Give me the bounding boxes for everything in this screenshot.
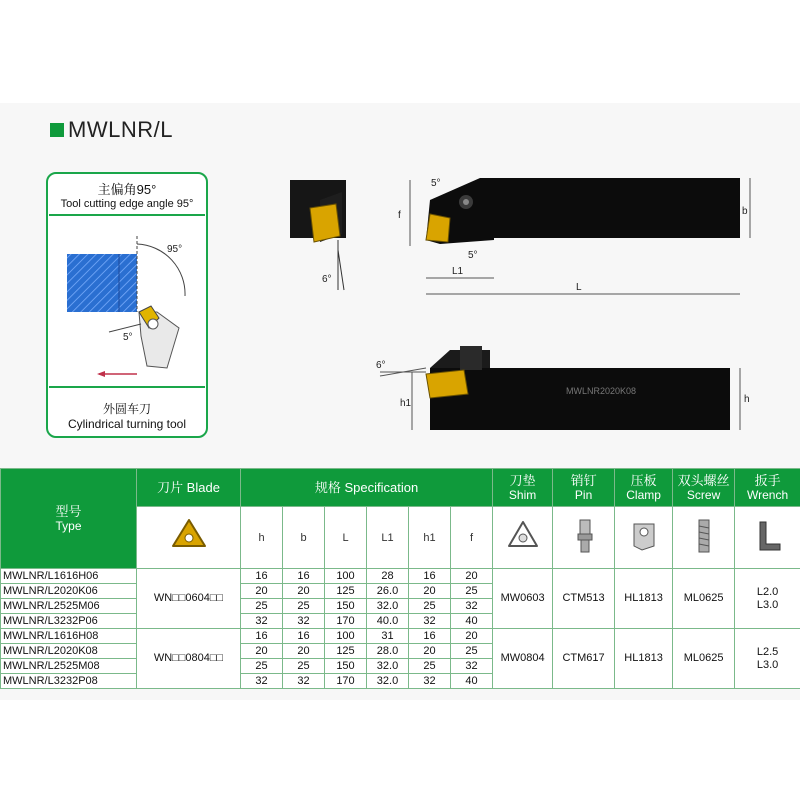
specification-table xyxy=(0,468,800,689)
side-insert xyxy=(426,370,468,398)
angle-panel-footer xyxy=(48,402,206,432)
wrench-zh: 扳手 xyxy=(754,472,781,488)
clamp-icon xyxy=(626,516,662,556)
pin-code: CTM617 xyxy=(553,629,615,689)
clamp-zh: 压板 xyxy=(630,472,657,488)
wrench-code xyxy=(735,629,800,689)
top-shank xyxy=(480,178,740,238)
type-en: Type xyxy=(55,518,82,533)
title-marker xyxy=(50,123,64,137)
val-f: 32 xyxy=(451,599,493,614)
shim-icon xyxy=(505,518,541,554)
shank-marking: MWLNR2020K08 xyxy=(566,386,637,396)
pin-image xyxy=(553,507,615,569)
val-h1: 32 xyxy=(409,614,451,629)
wrench-en: Wrench xyxy=(747,487,789,502)
val-b: 16 xyxy=(283,629,325,644)
col-type xyxy=(1,469,137,569)
col-clamp xyxy=(615,469,673,507)
val-h: 32 xyxy=(241,614,283,629)
val-L: 150 xyxy=(325,659,367,674)
clamp-image xyxy=(615,507,673,569)
wrench-size: L3.0 xyxy=(756,658,779,671)
col-shim xyxy=(493,469,553,507)
clamp-code: HL1813 xyxy=(615,569,673,629)
val-h: 20 xyxy=(241,584,283,599)
screw-code: ML0625 xyxy=(673,569,735,629)
cutting-angle-panel xyxy=(46,172,208,438)
val-h1: 32 xyxy=(409,674,451,689)
footer-en: Cylindrical turning tool xyxy=(67,417,187,431)
dim-h1: h1 xyxy=(400,398,412,409)
val-f: 25 xyxy=(451,584,493,599)
col-screw xyxy=(673,469,735,507)
wrench-size: L3.0 xyxy=(756,598,779,611)
angle-heading-zh: 主偏角95° xyxy=(97,182,157,197)
shim-zh: 刀垫 xyxy=(509,472,536,488)
col-pin xyxy=(553,469,615,507)
pin-icon xyxy=(566,516,602,556)
angle-5-label: 5° xyxy=(123,332,133,343)
val-b: 16 xyxy=(283,569,325,584)
val-h1: 16 xyxy=(409,629,451,644)
shim-code: MW0603 xyxy=(493,569,553,629)
side-shank xyxy=(430,368,730,430)
top-view-drawing xyxy=(280,170,760,305)
val-f: 20 xyxy=(451,569,493,584)
blade-code: WN□□0804□□ xyxy=(137,629,241,689)
val-h: 25 xyxy=(241,599,283,614)
side-view-drawing xyxy=(360,338,760,438)
wrench-code xyxy=(735,569,800,629)
pin-en: Pin xyxy=(574,487,593,502)
val-L: 170 xyxy=(325,674,367,689)
val-f: 20 xyxy=(451,629,493,644)
col-blade: 刀片 Blade xyxy=(137,469,241,507)
val-L1: 31 xyxy=(367,629,409,644)
spec-L-head: L xyxy=(325,507,367,569)
val-h1: 25 xyxy=(409,659,451,674)
dim-L1: L1 xyxy=(452,266,464,277)
feed-arrow xyxy=(97,371,105,377)
top-insert xyxy=(426,214,450,242)
turning-diagram xyxy=(49,216,205,386)
angle-panel-heading xyxy=(48,174,206,210)
pin-zh: 销钉 xyxy=(570,472,597,488)
type-zh: 型号 xyxy=(55,503,82,519)
side-angle-6: 6° xyxy=(376,360,386,371)
spec-h1-head: h1 xyxy=(409,507,451,569)
val-h: 32 xyxy=(241,674,283,689)
val-b: 20 xyxy=(283,584,325,599)
shim-code: MW0804 xyxy=(493,629,553,689)
dim-h: h xyxy=(744,394,750,405)
screw-zh: 双头螺丝 xyxy=(677,472,730,488)
val-h1: 20 xyxy=(409,584,451,599)
spec-L1-head: L1 xyxy=(367,507,409,569)
page-title: MWLNR/L xyxy=(68,117,173,142)
shim-image xyxy=(493,507,553,569)
turning-illustration xyxy=(49,214,205,388)
model-cell: MWLNR/L2020K06 xyxy=(1,584,137,599)
model-cell: MWLNR/L2525M08 xyxy=(1,659,137,674)
val-b: 20 xyxy=(283,644,325,659)
model-cell: MWLNR/L2525M06 xyxy=(1,599,137,614)
val-L1: 28.0 xyxy=(367,644,409,659)
hex-key-icon xyxy=(750,516,786,556)
val-L1: 32.0 xyxy=(367,599,409,614)
blade-image xyxy=(137,507,241,569)
val-f: 40 xyxy=(451,674,493,689)
val-f: 32 xyxy=(451,659,493,674)
val-L1: 26.0 xyxy=(367,584,409,599)
col-wrench xyxy=(735,469,800,507)
val-h: 20 xyxy=(241,644,283,659)
table-header-row xyxy=(1,469,800,507)
val-h: 16 xyxy=(241,629,283,644)
val-L1: 32.0 xyxy=(367,674,409,689)
table-row xyxy=(1,629,800,644)
spec-h-head: h xyxy=(241,507,283,569)
spec-f-head: f xyxy=(451,507,493,569)
model-cell: MWLNR/L1616H08 xyxy=(1,629,137,644)
side-clamp xyxy=(460,346,482,370)
wrench-size: L2.0 xyxy=(756,585,779,598)
screw-icon xyxy=(686,516,722,556)
val-L: 100 xyxy=(325,569,367,584)
val-b: 32 xyxy=(283,614,325,629)
end-view-insert xyxy=(310,204,340,242)
workpiece xyxy=(67,254,137,312)
val-b: 25 xyxy=(283,659,325,674)
screw-code: ML0625 xyxy=(673,629,735,689)
dim-L: L xyxy=(576,282,582,293)
val-f: 40 xyxy=(451,614,493,629)
val-h1: 25 xyxy=(409,599,451,614)
screw-en: Screw xyxy=(686,487,721,502)
model-cell: MWLNR/L1616H06 xyxy=(1,569,137,584)
angle-heading-en: Tool cutting edge angle 95° xyxy=(60,198,194,210)
val-L1: 28 xyxy=(367,569,409,584)
clamp-code: HL1813 xyxy=(615,629,673,689)
footer-zh: 外圆车刀 xyxy=(102,402,151,416)
model-cell: MWLNR/L3232P06 xyxy=(1,614,137,629)
val-h: 25 xyxy=(241,659,283,674)
spec-b-head: b xyxy=(283,507,325,569)
val-f: 25 xyxy=(451,644,493,659)
val-L: 125 xyxy=(325,644,367,659)
val-L1: 32.0 xyxy=(367,659,409,674)
top-angle-5b: 5° xyxy=(468,250,478,261)
insert-icon xyxy=(169,516,209,556)
val-h: 16 xyxy=(241,569,283,584)
val-L: 100 xyxy=(325,629,367,644)
val-L: 125 xyxy=(325,584,367,599)
wrench-image xyxy=(735,507,800,569)
wrench-size: L2.5 xyxy=(756,645,779,658)
angle-95-label: 95° xyxy=(167,244,183,255)
top-angle-5a: 5° xyxy=(431,178,441,189)
blade-code: WN□□0604□□ xyxy=(137,569,241,629)
val-L: 150 xyxy=(325,599,367,614)
model-cell: MWLNR/L2020K08 xyxy=(1,644,137,659)
val-L: 170 xyxy=(325,614,367,629)
val-L1: 40.0 xyxy=(367,614,409,629)
pin-code: CTM513 xyxy=(553,569,615,629)
dim-f: f xyxy=(398,210,401,221)
dim-b: b xyxy=(742,206,748,217)
val-h1: 16 xyxy=(409,569,451,584)
val-b: 25 xyxy=(283,599,325,614)
table-row xyxy=(1,569,800,584)
screw-image xyxy=(673,507,735,569)
model-cell: MWLNR/L3232P08 xyxy=(1,674,137,689)
top-angle-6: 6° xyxy=(322,274,332,285)
val-b: 32 xyxy=(283,674,325,689)
val-h1: 20 xyxy=(409,644,451,659)
clamp-en: Clamp xyxy=(626,487,661,502)
col-spec: 规格 Specification xyxy=(241,469,493,507)
shim-en: Shim xyxy=(508,487,537,502)
